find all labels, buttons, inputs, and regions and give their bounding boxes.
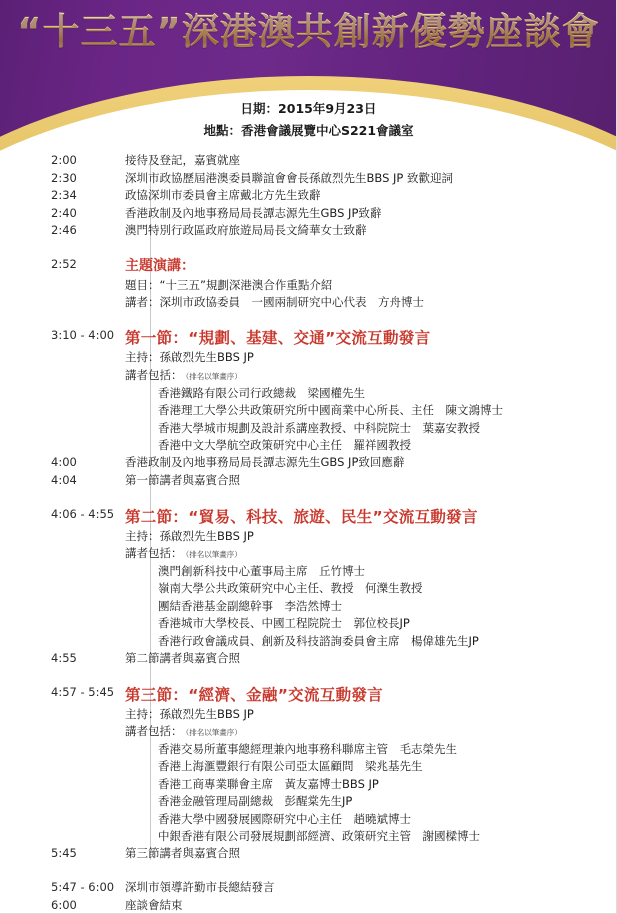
session-2-speakers: [125, 563, 617, 650]
session-1-row: [0, 327, 617, 454]
schedule-row: [0, 845, 617, 863]
closing-rows: [0, 879, 617, 914]
session-3-row: [0, 684, 617, 846]
speaker-name: 香港交易所董事總經理兼內地事務科聯席主管 毛志榮先生: [158, 742, 457, 757]
schedule-row-description: 第一節講者與嘉賓合照: [125, 473, 240, 487]
schedule-row-description: 政協深圳市委員會主席戴北方先生致辭: [125, 188, 321, 203]
schedule-row-time: 5:47 - 6:00: [51, 880, 115, 895]
session-1-time: 3:10 - 4:00: [51, 328, 115, 343]
schedule-row: [0, 454, 617, 472]
schedule-row: [0, 222, 617, 240]
session-3-body: [112, 684, 617, 846]
event-details: [0, 98, 617, 141]
schedule-row: [0, 650, 617, 668]
schedule-row-time: 2:30: [51, 170, 77, 185]
speaker-name: 嶺南大學公共政策研究中心主任、教授 何濼生教授: [158, 581, 423, 596]
schedule-row-time: 2:46: [51, 223, 77, 238]
session-1-heading: 第一節：“規劃、基建、交通”交流互動發言: [125, 329, 431, 348]
speaker-name: 香港金融管理局副總裁 彭醒棠先生JP: [158, 794, 353, 809]
schedule-row-description: 深圳市領導許勤市長總結發言: [125, 880, 275, 895]
session-2-includes-label: 講者包括：: [125, 545, 183, 560]
schedule-row-description: 第三節講者與嘉賓合照: [125, 846, 240, 861]
speaker-name: 澳門創新科技中心董事局主席 丘竹博士: [158, 564, 365, 578]
speaker-name: 香港行政會議成員、創新及科技諮詢委員會主席 楊偉雄先生JP: [158, 633, 479, 648]
session-3-includes: [125, 723, 617, 741]
schedule-row-time: 2:00: [51, 153, 77, 167]
keynote-topic: 題目：“十三五”規劃深港澳合作重點介紹: [125, 277, 333, 292]
session-1-body: [112, 327, 617, 454]
session-1-includes: [125, 367, 617, 385]
speaker-name: 香港中文大學航空政策研究中心主任 羅祥國教授: [158, 438, 411, 452]
session-2-order-note: （排名以筆畫序）: [185, 549, 242, 559]
opening-rows: [0, 152, 617, 240]
schedule-row-time: 4:55: [51, 651, 77, 666]
speaker-name: 香港城市大學校長、中國工程院院士 郭位校長JP: [158, 616, 410, 631]
event-date: 日期：2015年9月23日: [240, 101, 377, 116]
speaker-name: 團結香港基金副總幹事 李浩然博士: [158, 598, 342, 613]
schedule-row-time: 2:34: [51, 188, 77, 203]
schedule-row-description: 深圳市政協歷屆港澳委員聯誼會會長孫啟烈先生BBS JP 致歡迎詞: [125, 170, 454, 185]
schedule-row-description: 第二節講者與嘉賓合照: [125, 651, 240, 666]
session-3-host: 主持：孫啟烈先生BBS JP: [125, 706, 254, 721]
keynote-time: 2:52: [51, 256, 77, 271]
schedule-row-description: 香港政制及內地事務局局長譚志源先生GBS JP致辭: [125, 205, 382, 220]
event-venue: 地點：香港會議展覽中心S221會議室: [203, 122, 414, 138]
schedule-row-time: 4:00: [51, 455, 77, 470]
speaker-name: 香港大學城市規劃及設計系講座教授、中科院院士 葉嘉安教授: [158, 420, 480, 435]
schedule-row-description: 接待及登記，嘉賓就座: [125, 153, 240, 167]
page-title: “十三五”深港澳共創新優勢座談會: [0, 9, 617, 55]
after-session-3-rows: [0, 845, 617, 863]
session-1-host: 主持：孫啟烈先生BBS JP: [125, 350, 254, 365]
schedule-row: [0, 897, 617, 914]
header-banner: [0, 0, 617, 152]
speaker-name: 香港大學中國發展國際研究中心主任 趙曉斌博士: [158, 811, 411, 826]
speaker-name: 香港理工大學公共政策研究所中國商業中心所長、主任 陳文鴻博士: [158, 403, 503, 418]
speaker-name: 中銀香港有限公司發展規劃部經濟、政策研究主管 謝國樑博士: [158, 829, 480, 844]
speaker-name: 香港工商專業聯會主席 黃友嘉博士BBS JP: [158, 776, 379, 791]
keynote-body: [112, 256, 617, 311]
schedule-row-description: 香港政制及內地事務局局長譚志源先生GBS JP致回應辭: [125, 455, 405, 470]
schedule-row: [0, 187, 617, 205]
session-3-order-note: （排名以筆畫序）: [185, 727, 242, 737]
schedule-list: [0, 152, 617, 914]
session-1-order-note: （排名以筆畫序）: [185, 371, 242, 381]
session-2-includes: [125, 545, 617, 563]
after-session-2-rows: [0, 650, 617, 668]
keynote-heading: 主題演講：: [125, 257, 195, 274]
schedule-row-time: 2:40: [51, 205, 77, 220]
schedule-row: [0, 205, 617, 223]
schedule-row: [0, 879, 617, 897]
speaker-name: 香港上海滙豐銀行有限公司亞太區顧問 梁兆基先生: [158, 759, 423, 774]
schedule-row-description: 座談會結束: [125, 897, 183, 912]
schedule-row-time: 6:00: [51, 897, 77, 912]
schedule-row-time: 4:04: [51, 473, 77, 487]
schedule-row: [0, 152, 617, 170]
schedule-row-time: 5:45: [51, 846, 77, 861]
after-session-1-rows: [0, 454, 617, 489]
session-2-time: 4:06 - 4:55: [51, 506, 115, 521]
session-2-body: [112, 506, 617, 650]
keynote-speaker: 講者：深圳市政協委員 一國兩制研究中心代表 方舟博士: [125, 295, 424, 310]
speaker-name: 香港鐵路有限公司行政總裁 梁國權先生: [158, 385, 365, 400]
session-3-heading: 第三節：“經濟、金融”交流互動發言: [125, 685, 383, 704]
session-3-time: 4:57 - 5:45: [51, 684, 115, 699]
session-1-speakers: [125, 385, 617, 455]
session-2-heading: 第二節：“貿易、科技、旅遊、民生”交流互動發言: [125, 507, 478, 526]
schedule-row-description: 澳門特別行政區政府旅遊局局長文綺華女士致辭: [125, 223, 367, 238]
session-2-row: [0, 506, 617, 650]
session-2-host: 主持：孫啟烈先生BBS JP: [125, 528, 254, 543]
session-3-includes-label: 講者包括：: [125, 723, 183, 738]
session-3-speakers: [125, 741, 617, 845]
schedule-row: [0, 472, 617, 490]
session-1-includes-label: 講者包括：: [125, 367, 183, 382]
keynote-row: [0, 256, 617, 311]
schedule-row: [0, 170, 617, 188]
